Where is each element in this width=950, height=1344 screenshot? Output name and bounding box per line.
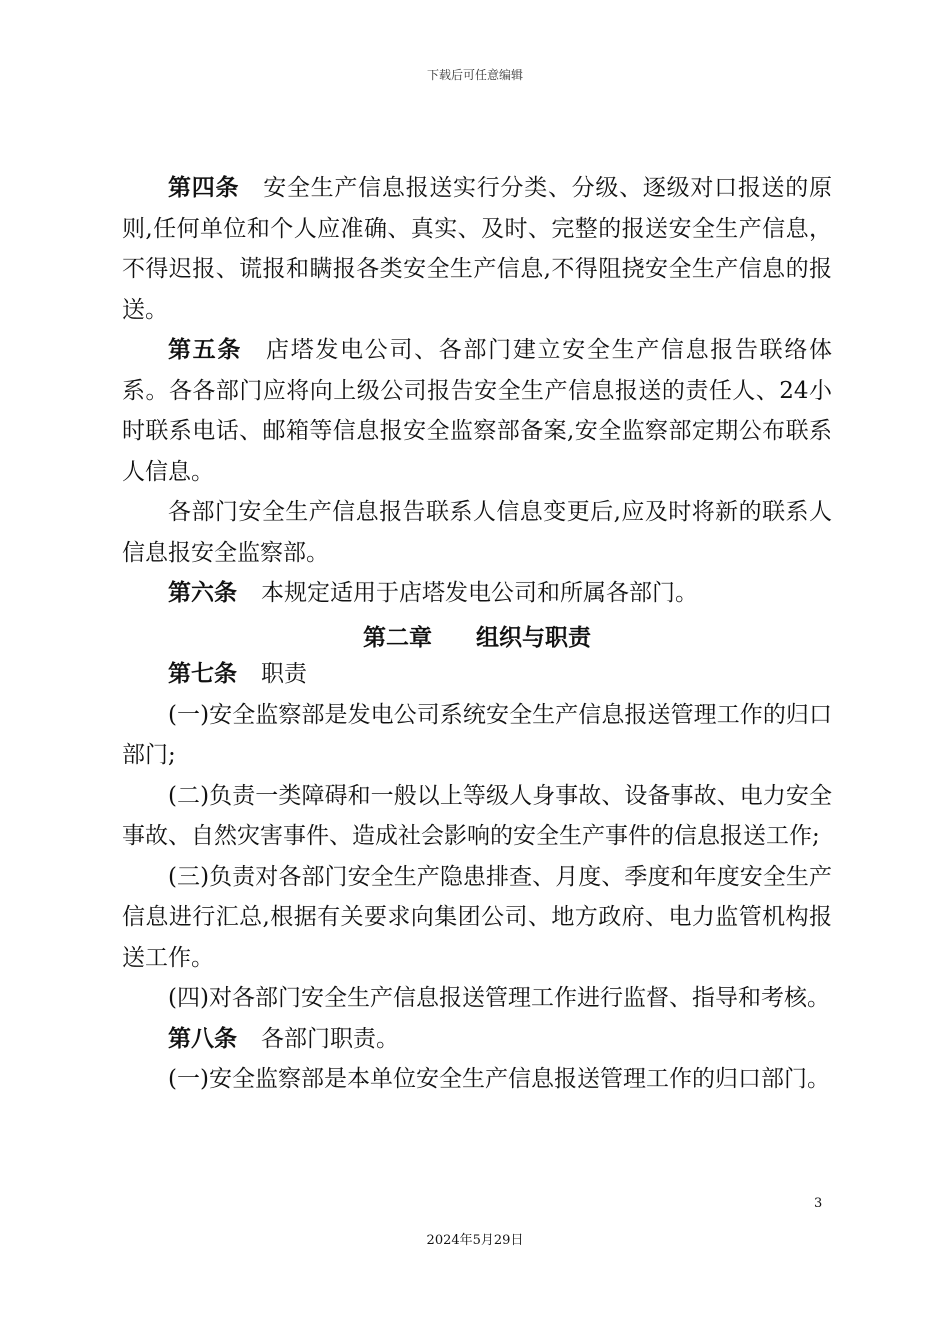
chapter-number: 第二章 bbox=[363, 624, 432, 651]
article-8 bbox=[122, 1019, 832, 1060]
page-number: 3 bbox=[814, 1196, 823, 1211]
document-body bbox=[122, 168, 832, 1100]
paragraph: (二)负责一类障碍和一般以上等级人身事故、设备事故、电力安全事故、自然灾害事件、造成社会影响的安全生产事件的信息报送工作; bbox=[122, 782, 832, 849]
article-4 bbox=[122, 168, 832, 330]
article-text: 本规定适用于店塔发电公司和所属各部门。 bbox=[261, 580, 698, 606]
article-text: 店塔发电公司、各部门建立安全生产信息报告联络体系。各各部门应将向上级公司报告安全生产信息报送的责任人、24小时联系电话、邮箱等信息报安全监察部备案,安全监察部定期公布联系人信息。 bbox=[122, 337, 833, 485]
paragraph: 各部门安全生产信息报告联系人信息变更后,应及时将新的联系人信息报安全监察部。 bbox=[122, 499, 832, 566]
footer-date: 2024年5月29日 bbox=[426, 1233, 524, 1248]
article-7 bbox=[122, 654, 832, 695]
article-label: 第七条 bbox=[168, 661, 237, 687]
article-6 bbox=[122, 573, 832, 614]
article-text: 职责 bbox=[261, 661, 307, 687]
paragraph: (四)对各部门安全生产信息报送管理工作进行监督、指导和考核。 bbox=[168, 985, 830, 1011]
article-5 bbox=[122, 330, 832, 492]
article-text: 各部门职责。 bbox=[261, 1025, 399, 1052]
article-label: 第六条 bbox=[168, 580, 237, 606]
chapter-title: 组织与职责 bbox=[476, 624, 591, 651]
paragraph: (三)负责对各部门安全生产隐患排查、月度、季度和年度安全生产信息进行汇总,根据有关要求向集团公司、地方政府、电力监管机构报送工作。 bbox=[122, 863, 832, 971]
page-header: 下载后可任意编辑 bbox=[426, 68, 523, 82]
article-label: 第五条 bbox=[168, 337, 243, 363]
article-text: 安全生产信息报送实行分类、分级、逐级对口报送的原则,任何单位和个人应准确、真实、及时、完整的报送安全生产信息，不得迟报、谎报和瞒报各类安全生产信息,不得阻挠安全生产信息的报送。 bbox=[122, 175, 833, 323]
chapter-heading bbox=[122, 618, 832, 659]
article-label: 第四条 bbox=[168, 175, 240, 201]
paragraph: (一)安全监察部是发电公司系统安全生产信息报送管理工作的归口部门; bbox=[122, 701, 832, 768]
paragraph: (一)安全监察部是本单位安全生产信息报送管理工作的归口部门。 bbox=[168, 1066, 830, 1092]
article-label: 第八条 bbox=[168, 1025, 237, 1052]
